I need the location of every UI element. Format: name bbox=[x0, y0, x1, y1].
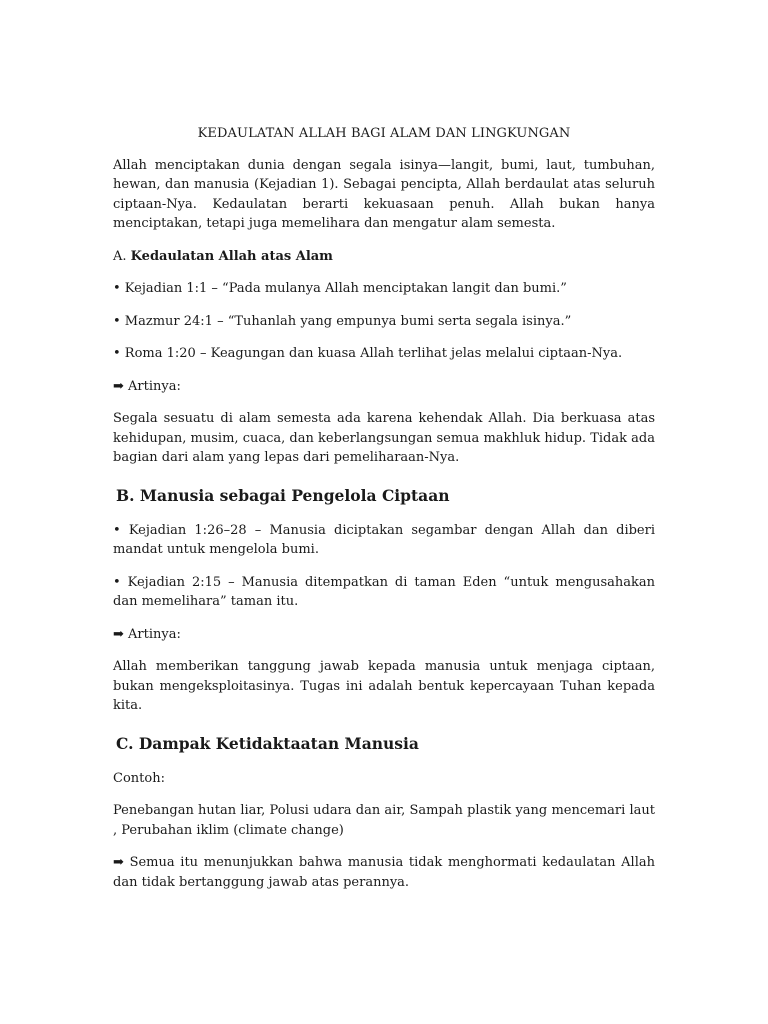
intro-paragraph: Allah menciptakan dunia dengan segala isinya—langit, bumi, laut, tumbuhan, hewan, dan manusia (Kejadian 1). Sebagai pencipta, Allah berdaulat atas seluruh ciptaan-Nya. Kedaulatan berarti kekuasaan penuh. Allah bukan hanya menciptakan, tetapi juga memelihara dan mengatur alam semesta. bbox=[113, 157, 655, 231]
section-a-prefix: A. bbox=[113, 248, 131, 264]
section-a-bullet-2: • Mazmur 24:1 – “Tuhanlah yang empunya bumi serta segala isinya.” bbox=[113, 313, 572, 329]
section-a-bullet-1: • Kejadian 1:1 – “Pada mulanya Allah menciptakan langit dan bumi.” bbox=[113, 281, 567, 296]
section-a-heading bbox=[113, 247, 655, 267]
section-a-bullet-3: • Roma 1:20 – Keagungan dan kuasa Allah terlihat jelas melalui ciptaan-Nya. bbox=[113, 346, 623, 361]
section-c-heading: C. Dampak Ketidaktaatan Manusia bbox=[116, 733, 419, 753]
section-b-heading: B. Manusia sebagai Pengelola Ciptaan bbox=[116, 485, 450, 505]
section-b-artinya: ➡ Artinya: bbox=[113, 626, 181, 642]
document-title: KEDAULATAN ALLAH BAGI ALAM DAN LINGKUNGAN bbox=[197, 126, 571, 141]
section-c-conclusion: ➡ Semua itu menunjukkan bahwa manusia tidak menghormati kedaulatan Allah dan tidak bertanggung jawab atas perannya. bbox=[113, 855, 655, 890]
section-a-title: Kedaulatan Allah atas Alam bbox=[130, 248, 333, 264]
section-b-bullet-2: • Kejadian 2:15 – Manusia ditempatkan di taman Eden “untuk mengusahakan dan memelihara” taman itu. bbox=[113, 574, 655, 609]
section-c-examples: Penebangan hutan liar, Polusi udara dan air, Sampah plastik yang mencemari laut , Perubahan iklim (climate change) bbox=[113, 803, 655, 838]
section-a-explanation: Segala sesuatu di alam semesta ada karena kehendak Allah. Dia berkuasa atas kehidupan, musim, cuaca, dan keberlangsungan semua makhluk hidup. Tidak ada bagian dari alam yang lepas dari pemeliharaan-Nya. bbox=[113, 411, 655, 465]
section-c-contoh-label: Contoh: bbox=[113, 770, 165, 786]
section-b-bullet-1: • Kejadian 1:26–28 – Manusia diciptakan segambar dengan Allah dan diberi mandat untuk mengelola bumi. bbox=[113, 522, 655, 557]
document-page bbox=[113, 124, 655, 905]
section-a-artinya: ➡ Artinya: bbox=[113, 378, 181, 394]
section-b-explanation: Allah memberikan tanggung jawab kepada manusia untuk menjaga ciptaan, bukan mengeksploitasinya. Tugas ini adalah bentuk kepercayaan Tuhan kepada kita. bbox=[113, 659, 655, 713]
